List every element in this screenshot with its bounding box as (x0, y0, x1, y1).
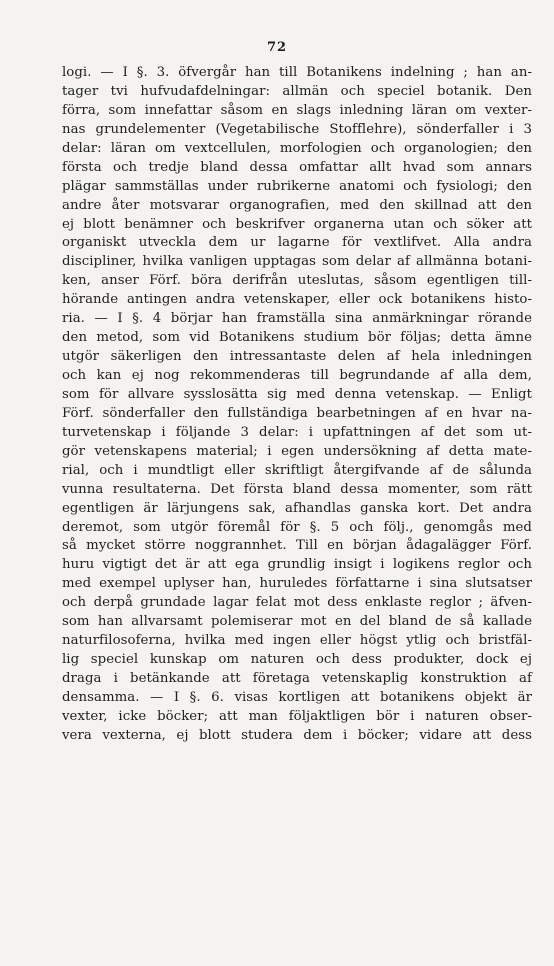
text-line: så mycket större noggrannhet. Till en början ådagalägger Förf. (62, 538, 532, 554)
text-line: andre åter motsvarar organografien, med den skillnad att den (62, 197, 532, 213)
text-line: ken, anser Förf. böra derifrån uteslutas, såsom egentligen till- (62, 273, 532, 289)
text-line: förra, som innefattar såsom en slags inledning läran om vexter- (62, 102, 532, 118)
text-line: naturfilosoferna, hvilka med ingen eller högst ytlig och bristfäl- (62, 633, 532, 649)
text-line: lig speciel kunskap om naturen och dess produkter, dock ej (62, 652, 532, 668)
text-line: ria. — I §. 4 börjar han framställa sina anmärkningar rörande (62, 311, 532, 327)
text-line: utgör säkerligen den intressantaste delen af hela inledningen (62, 349, 532, 365)
text-line: deremot, som utgör föremål för §. 5 och följ., genomgås med (62, 519, 532, 535)
text-line: discipliner, hvilka vanligen upptagas som delar af allmänna botani- (62, 254, 532, 270)
text-line: egentligen är lärjungens sak, afhandlas ganska kort. Det andra (62, 500, 532, 516)
text-line: draga i betänkande att företaga vetenskaplig konstruktion af (62, 671, 532, 686)
text-line: hörande antingen andra vetenskaper, eller ock botanikens histo- (62, 292, 532, 308)
body-text (62, 64, 532, 746)
text-line: som för allvare sysslosätta sig med denna vetenskap. — Enligt (62, 386, 532, 402)
text-line: nas grundelementer (Vegetabilische Stofflehre), sönderfaller i 3 (62, 121, 532, 137)
text-line: turvetenskap i följande 3 delar: i upfattningen af det som ut- (62, 424, 532, 440)
text-line: plägar sammställas under rubrikerne anatomi och fysiologi; den (62, 178, 532, 194)
text-line: som han allvarsamt polemiserar mot en del bland de så kallade (62, 614, 532, 630)
text-line: logi. — I §. 3. öfvergår han till Botanikens indelning ; han an- (62, 65, 532, 80)
text-line: rial, och i mundtligt eller skriftligt återgifvande af de sålunda (62, 462, 532, 478)
text-line: och kan ej nog rekommenderas till begrundande af alla dem, (62, 368, 532, 383)
text-line: och derpå grundade lagar felat mot dess enklaste reglor ; äfven- (62, 595, 532, 611)
text-line: den metod, som vid Botanikens studium bör följas; detta ämne (62, 330, 532, 346)
page-number: 72 (266, 40, 288, 55)
text-line: första och tredje bland dessa omfattar allt hvad som annars (62, 159, 532, 175)
text-line: vera vexterna, ej blott studera dem i böcker; vidare att dess (62, 727, 532, 743)
text-line: vunna resultaterna. Det första bland dessa momenter, som rätt (62, 481, 532, 497)
text-line: huru vigtigt det är att ega grundlig insigt i logikens reglor och (62, 557, 532, 573)
text-line: Förf. sönderfaller den fullständiga bearbetningen af en hvar na- (62, 405, 532, 421)
text-line: ej blott benämner och beskrifver organerna utan och söker att (62, 216, 532, 232)
text-line: med exempel uplyser han, huruledes författarne i sina slutsatser (62, 576, 532, 592)
text-line: vexter, icke böcker; att man följaktligen bör i naturen obser- (62, 708, 532, 724)
text-line: delar: läran om vextcellulen, morfologien och organologien; den (62, 140, 532, 156)
text-line: organiskt utveckla dem ur lagarne för vextlifvet. Alla andra (62, 235, 532, 251)
text-line: densamma. — I §. 6. visas kortligen att botanikens objekt är (62, 689, 532, 705)
text-line: tager tvi hufvudafdelningar: allmän och speciel botanik. Den (62, 83, 532, 99)
text-line: gör vetenskapens material; i egen undersökning af detta mate- (62, 443, 532, 459)
